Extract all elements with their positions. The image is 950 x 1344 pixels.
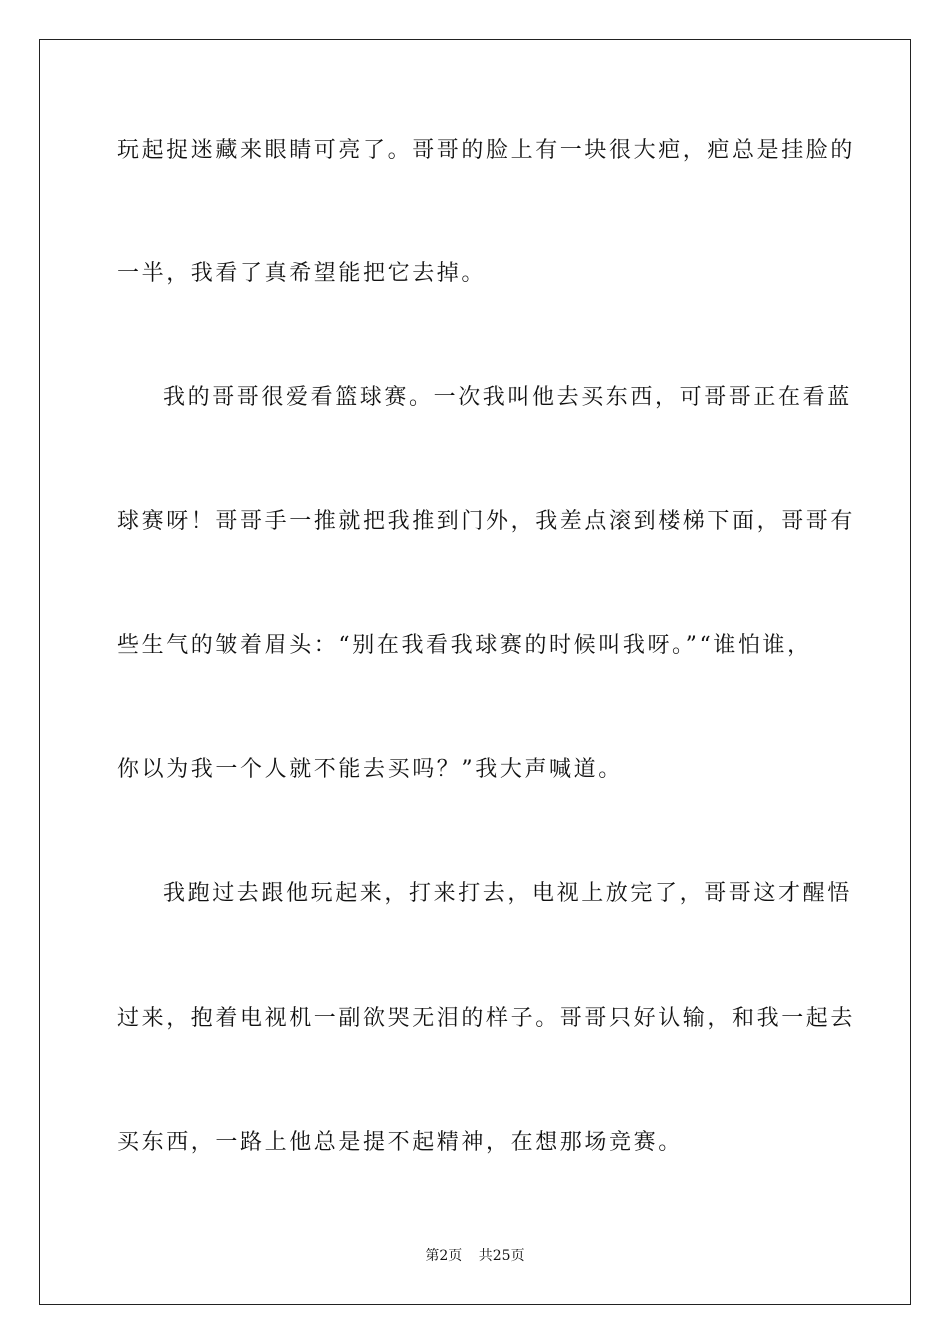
- text-line: 一半，我看了真希望能把它去掉。: [117, 261, 487, 286]
- text-line: 我的哥哥很爱看篮球赛。一次我叫他去买东西，可哥哥正在看蓝: [163, 385, 852, 410]
- page-border: [39, 39, 911, 1305]
- page-number: 第2页: [425, 1248, 463, 1264]
- text-line: 买东西，一路上他总是提不起精神，在想那场竞赛。: [117, 1130, 683, 1155]
- text-line: 球赛呀！哥哥手一推就把我推到门外，我差点滚到楼梯下面，哥哥有: [117, 509, 856, 534]
- text-line: 我跑过去跟他玩起来，打来打去，电视上放完了，哥哥这才醒悟: [163, 881, 852, 906]
- total-pages: 共25页: [478, 1248, 525, 1264]
- page-footer: [0, 1245, 950, 1265]
- text-line: 过来，抱着电视机一副欲哭无泪的样子。哥哥只好认输，和我一起去: [117, 1006, 856, 1031]
- text-line: 玩起捉迷藏来眼睛可亮了。哥哥的脸上有一块很大疤，疤总是挂脸的: [117, 138, 856, 163]
- text-line: 你以为我一个人就不能去买吗？”我大声喊道。: [117, 757, 623, 782]
- text-line: 些生气的皱着眉头：“别在我看我球赛的时候叫我呀。”“谁怕谁，: [117, 633, 812, 658]
